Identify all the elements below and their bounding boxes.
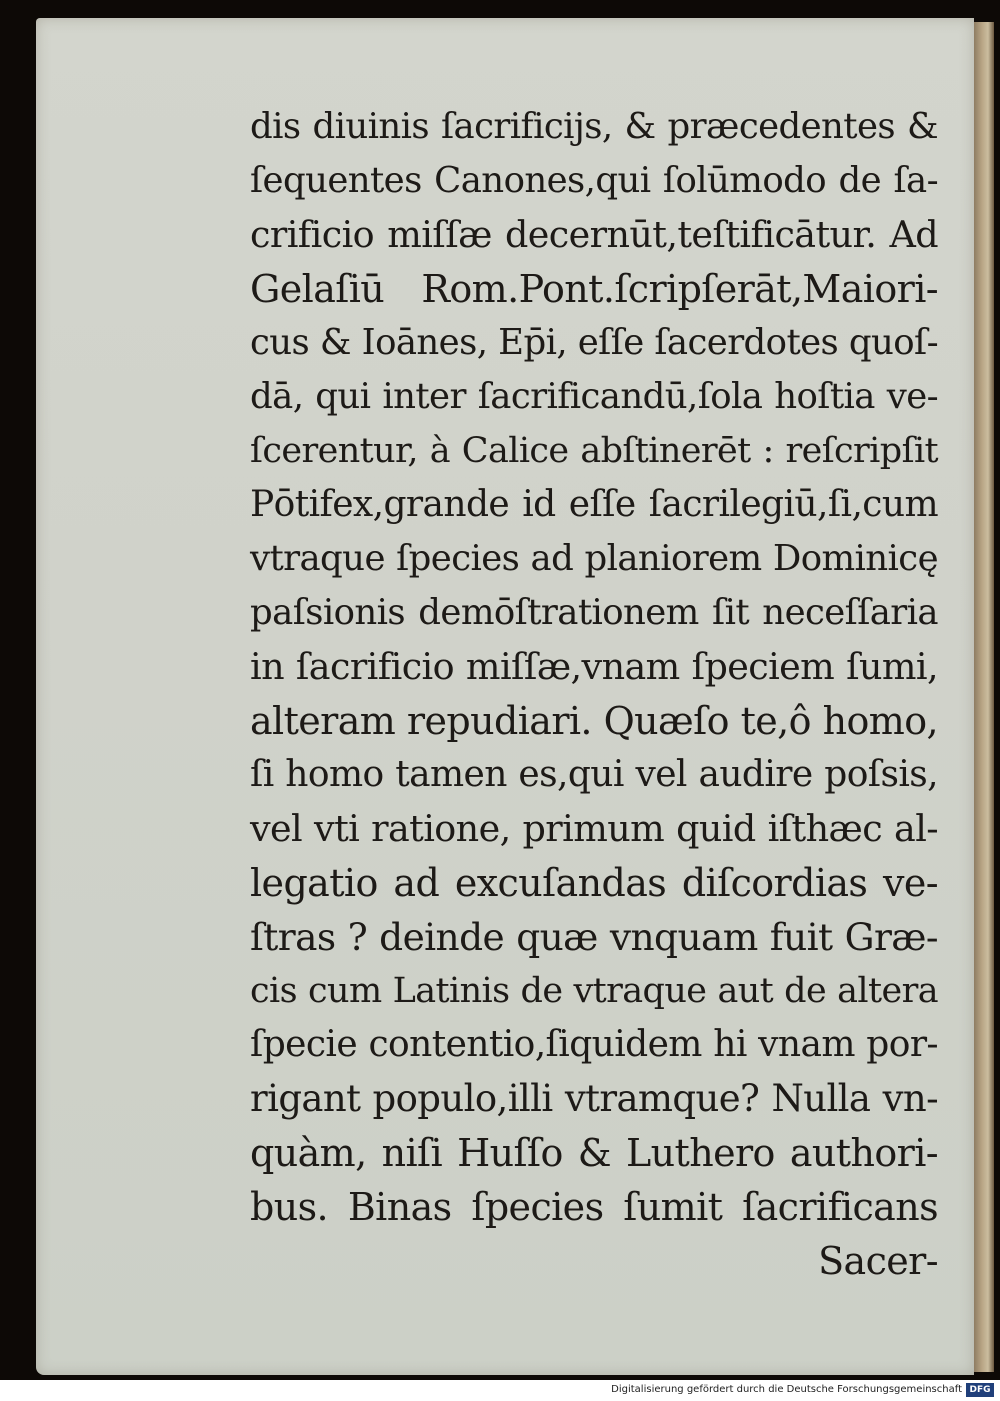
text-line: ſpecie contentio,ſiquidem hi vnam por- [250, 1024, 938, 1065]
text-line: bus. Binas ſpecies ſumit ſacrificans [250, 1185, 938, 1229]
text-line: paſsionis demōſtrationem ſit neceſſaria [250, 592, 938, 633]
text-line: dis diuinis ſacrificijs, & præcedentes & [250, 106, 938, 147]
text-line: Pōtifex,grande id eſſe ſacrilegiū,ſi,cum [250, 484, 938, 525]
text-line: legatio ad excuſandas diſcordias ve- [250, 861, 938, 905]
funding-credit: Digitalisierung gefördert durch die Deutsche Forschungsgemeinschaft [611, 1384, 962, 1395]
dfg-logo: DFG [966, 1383, 994, 1397]
text-line: crificio miſſæ decernūt,teſtificātur. Ad [250, 213, 938, 256]
footer-bar [0, 1380, 1000, 1401]
text-line: vel vti ratione, primum quid iſthæc al- [250, 807, 938, 850]
text-line: cus & Ioānes, Ep̄i, eſſe ſacerdotes quoſ- [250, 322, 938, 363]
text-line: ſcerentur, à Calice abſtinerēt : reſcripſit [250, 431, 938, 471]
catchword: Sacer- [818, 1239, 938, 1283]
text-line: rigant populo,illi vtramque? Nulla vn- [250, 1077, 938, 1120]
text-line: ſequentes Canones,qui ſolūmodo de ſa- [250, 160, 938, 201]
text-line: vtraque ſpecies ad planiorem Dominicę [250, 538, 938, 579]
text-line: alteram repudiari. Quæſo te,ô homo, [250, 699, 938, 743]
text-line: in ſacrificio miſſæ,vnam ſpeciem ſumi, [250, 645, 938, 688]
text-line: cis cum Latinis de vtraque aut de altera [250, 971, 938, 1011]
text-line: ſi homo tamen es,qui vel audire poſsis, [250, 754, 938, 795]
text-line: quàm, niſi Huſſo & Luthero authori- [250, 1131, 938, 1175]
book-page-edge [974, 22, 994, 1372]
text-line: ſtras ? deinde quæ vnquam fuit Græ- [250, 915, 938, 959]
text-line: dā, qui inter ſacrificandū,ſola hoſtia ve- [250, 376, 938, 417]
text-line: Gelaſiū Rom.Pont.ſcripſerāt,Maiori- [250, 267, 938, 311]
text-block [250, 100, 938, 1288]
